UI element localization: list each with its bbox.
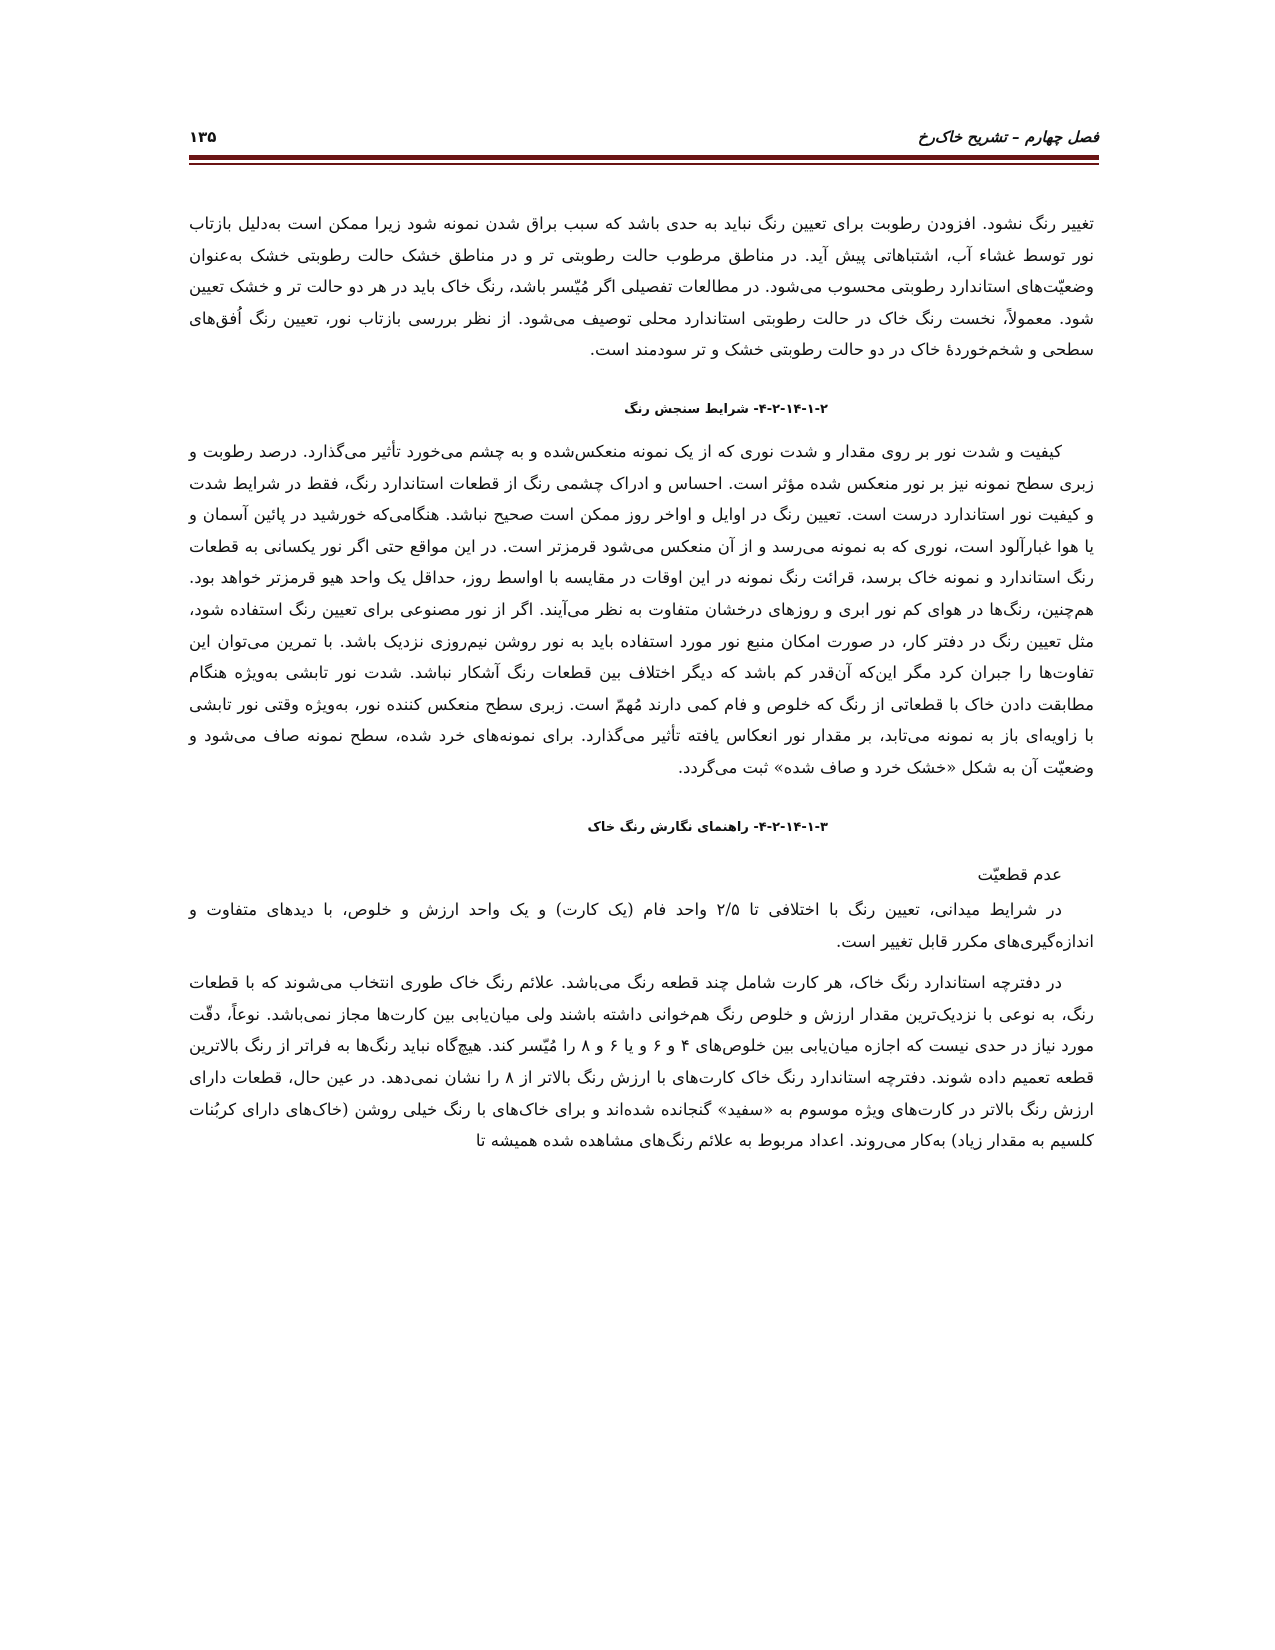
paragraph-color-book: در دفترچه استاندارد رنگ خاک، هر کارت شامل چند قطعه رنگ می‌باشد. علائم رنگ خاک طوری انتخاب می‌شوند که با قطعات رنگ، به نوعی با نزدیک‌ترین مقدار ارزش و خلوص رنگ هم‌خوانی داشته باشند ولی میان‌یابی بین کارت‌ها مجاز نمی‌باشد. نوعاً، دقّت مورد نیاز در حدی نیست که اجازه میان‌یابی بین خلوص‌های ۴ و ۶ و یا ۶ و ۸ را مُیّسر کند. هیچ‌گاه نباید رنگ‌ها به فراتر از رنگ بالاترین قطعه تعمیم داده شوند. دفترچه استاندارد رنگ خاک کارت‌های با ارزش رنگ بالاتر از ۸ را نشان نمی‌دهد. در عین حال، قطعات دارای ارزش رنگ بالاتر در کارت‌های ویژه موسوم به «سفید» گنجانده شده‌اند و برای خاک‌های با رنگ خیلی روشن (خاک‌های دارای کربُنات کلسیم به مقدار زیاد) به‌کار می‌روند. اعداد مربوط به علائم رنگ‌های مشاهده شده همیشه تا [189, 973, 1095, 1151]
section-heading-color-notation: ۴-۲-۱۴-۱-۳- راهنمای نگارش رنگ خاک [587, 819, 828, 835]
page-number: ۱۳۵ [189, 128, 217, 146]
paragraph-light-conditions: کیفیت و شدت نور بر روی مقدار و شدت نوری که از یک نمونه منعکس‌شده و به چشم می‌خورد تأثیر می‌گذارد. درصد رطوبت و زبری سطح نمونه نیز بر نور منعکس شده مؤثر است. احساس و ادراک چشمی رنگ از قطعات استاندارد رنگ، فقط در شرایط شدت و کیفیت نور استاندارد درست است. تعیین رنگ در اوایل و اواخر روز ممکن است صحیح نباشد. هنگامی‌که خورشید در پائین آسمان و یا هوا غبارآلود است، نوری که به نمونه می‌رسد و از آن منعکس می‌شود قرمزتر است. در این مواقع حتی اگر نور یکسانی به قطعات رنگ استاندارد و نمونه خاک برسد، قرائت رنگ نمونه در این اوقات در مقایسه با اواسط روز، حداقل یک واحد هیو قرمزتر خواهد بود. هم‌چنین، رنگ‌ها در هوای کم نور ابری و روزهای درخشان متفاوت به نظر می‌آیند. اگر از نور مصنوعی برای تعیین رنگ استفاده شود، مثل تعیین رنگ در دفتر کار، در صورت امکان منبع نور مورد استفاده باید به نور روشن نیم‌روزی نزدیک باشد. با تمرین می‌توان این تفاوت‌ها را جبران کرد مگر این‌که آن‌قدر کم باشد که دیگر اختلاف بین قطعات رنگ آشکار نباشد. شدت نور تابشی به‌ویژه هنگام مطابقت دادن خاک با قطعاتی از رنگ که خلوص و فام کمی دارند مُهمّ است. زبری سطح منعکس کننده نور، به‌ویژه وقتی نور تابشی با زاویه‌ای باز به نمونه می‌تابد، بر مقدار نور انعکاس یافته تأثیر می‌گذارد. برای نمونه‌های خرد شده، سطح نمونه صاف می‌شود و وضعیّت آن به شکل «خشک خرد و صاف شده» ثبت می‌گردد. [189, 441, 1094, 777]
subheading-uncertainty: عدم قطعیّت [977, 864, 1062, 884]
paragraph-field-conditions: در شرایط میدانی، تعیین رنگ با اختلافی تا ۲/۵ واحد فام (یک کارت) و یک واحد ارزش و خلوص، با دیدهای متفاوت و اندازه‌گیری‌های مکرر قابل تغییر است. [189, 900, 1094, 951]
header-rule-thin [189, 163, 1099, 165]
running-header [189, 128, 1099, 152]
header-rule-thick [189, 155, 1099, 160]
chapter-title: فصل چهارم – تشریح خاک‌رخ [917, 128, 1099, 146]
section-heading-color-conditions: ۴-۲-۱۴-۱-۲- شرایط سنجش رنگ [624, 401, 828, 417]
body-text [189, 208, 1094, 1157]
paragraph-moisture: تغییر رنگ نشود. افزودن رطوبت برای تعیین رنگ نباید به حدی باشد که سبب براق شدن نمونه شود زیرا ممکن است به‌دلیل بازتاب نور توسط غشاء آب، اشتباهاتی پیش آید. در مناطق مرطوب حالت رطوبتی تر و در مناطق خشک حالت رطوبتی خشک به‌عنوان وضعیّت‌های استاندارد رطوبتی محسوب می‌شود. در مطالعات تفصیلی اگر مُیّسر باشد، رنگ خاک باید در هر دو حالت تر و خشک تعیین شود. معمولاً، نخست رنگ خاک در حالت رطوبتی استاندارد محلی توصیف می‌شود. از نظر بررسی بازتاب نور، تعیین رنگ اُفق‌های سطحی و شخم‌خوردهٔ خاک در دو حالت رطوبتی خشک و تر سودمند است. [189, 214, 1094, 360]
